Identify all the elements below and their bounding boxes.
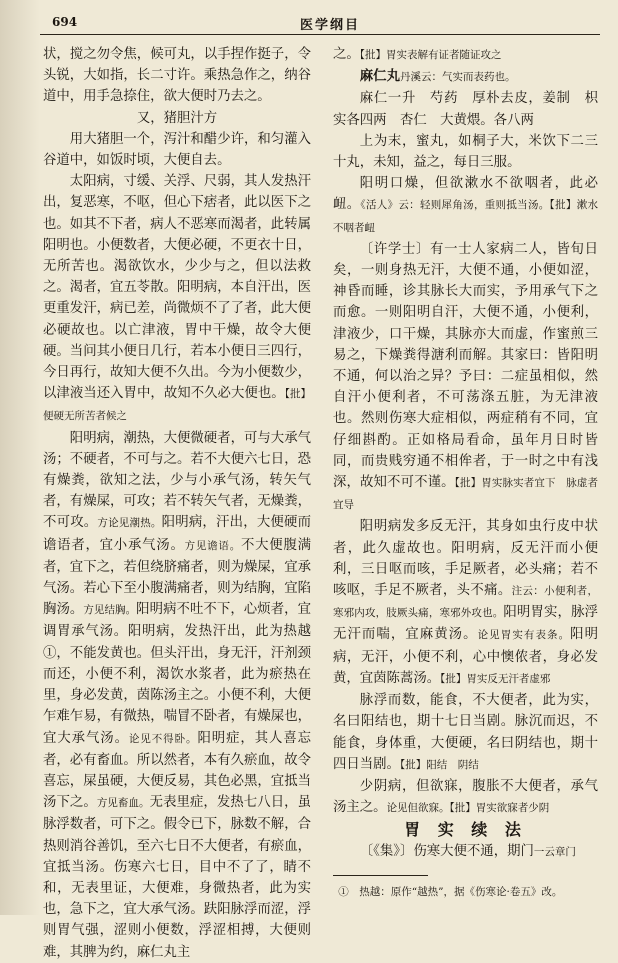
inline-note: 方见畜血。 <box>96 797 150 810</box>
paragraph <box>333 690 598 776</box>
margin-note: 【批】胃实表解有证者随证攻之 <box>359 49 502 61</box>
footnote-rule <box>333 875 428 876</box>
paragraph: 用大猪胆一个，泻汁和醋少许，和匀灌入谷道中，如饭时顷，大便自去。 <box>43 131 311 169</box>
paragraph-text: 无表里症，发热七八日，虽脉浮数者，可下之。假令已下，脉数不解，合热则消谷善饥，至六七日不大便者，有瘀血，宜抵当汤。伤寒六七日，目中不了了，睛不和，无表里证，大便难，身微热者，此为实也，急下之，宜大承气汤。趺阳脉浮而涩，浮则胃气强，涩则小便数，浮涩相搏，大便则难，其脾为约，麻仁丸主 <box>43 795 311 960</box>
paragraph-text: 阳明口燥，但欲漱水不欲咽者，此必衄。 <box>333 176 598 213</box>
paragraph-text: 阳明病，无汗，小便不利，心中懊侬者，身必发黄，宜茵陈蒿汤。 <box>333 627 599 686</box>
paragraph <box>333 776 598 819</box>
inline-note: 方见谵语。 <box>184 539 241 552</box>
inline-note: 注云：小便利者，寒邪内攻，肢厥头痛，寒邪外攻也。 <box>333 585 599 620</box>
paragraph <box>43 428 311 963</box>
paragraph-text: 少阴病，但欲寐，腹胀不大便者，承气汤主之。 <box>333 778 598 816</box>
paragraph-text: 〔《集》〕伤寒大便不通，期门 <box>359 843 534 859</box>
page-number: 694 <box>52 15 78 29</box>
paragraph-text: 阳明病，潮热，大便微硬者，可与大承气汤；不硬者，不可与之。若不大便六七日，恐有燥粪，欲知之法，少与小承气汤，转矢气者，有燥屎，可攻；若不转矢气者，无燥粪，不可攻。 <box>43 430 311 531</box>
left-column <box>43 44 311 963</box>
paragraph <box>333 239 598 517</box>
paragraph-text: 阳明病，汗出，大便硬而谵语者，宜小承气汤。 <box>43 515 312 553</box>
paragraph-text: 脉浮而数，能食，不大便者，此为实，名曰阳结也，期十七日当剧。脉沉而迟，不能食，身体重，大便硬，名曰阴结也，期十四日当剧。 <box>333 693 598 772</box>
footnote: ① 热越：原作“越热”，据《伤寒论·卷五》改。 <box>338 885 563 898</box>
margin-note: 【批】胃实反无汗者虚邪 <box>440 672 551 685</box>
section-title: 胃 实 续 法 <box>404 820 527 840</box>
formula-name: 麻仁丸 <box>359 68 400 85</box>
paragraph-text: 之。 <box>333 47 360 62</box>
paragraph <box>333 44 598 66</box>
paragraph-text: 阳明胃实，脉浮无汗而喘，宜麻黄汤。 <box>333 605 598 643</box>
paragraph <box>333 173 598 239</box>
running-title: 医学纲目 <box>300 18 361 33</box>
margin-note: 【批】阳结 阴结 <box>399 758 479 771</box>
margin-note: 【批】胃实脉实者宜下 脉虚者宜导 <box>333 477 599 512</box>
paragraph-text: 阳明症，其人喜忘者，必有畜血。所以然者，本有久瘀血，故令喜忘，屎虽硬，大便反易，其色必黑，宜抵当汤下之。 <box>43 730 312 811</box>
inline-note: 论见不得卧。 <box>128 732 198 745</box>
paragraph: 上为末，蜜丸，如桐子大，米饮下二三十丸，未知，益之，每日三服。 <box>333 133 598 171</box>
formula-paragraph <box>333 66 598 88</box>
margin-note: 【批】便硬无所苦者候之 <box>43 388 312 423</box>
inline-note: 一云章门 <box>533 845 576 858</box>
margin-note: 《活人》云：轻则犀角汤，重则抵当汤。【批】漱水不咽者衄 <box>333 199 599 234</box>
right-column <box>333 44 598 903</box>
subheading: 又，猪胆汁方 <box>136 110 218 126</box>
paragraph <box>333 516 598 690</box>
binding-shadow <box>0 0 40 915</box>
paragraph-text: 〔许学士〕有一士人家病二人，皆旬日矣，一则身热无汗，大便不通，小便如涩，神昏而睡，诊其脉长大而实，予用承气下之而愈。一则阳明自汗，大便不通，小便利，津液少，口干燥，其脉亦大而虚，作蜜煎三易之，下燥粪得溏利而解。其家曰：皆阳明不通，何以治之异？予曰：二症虽相似，然自汗小便利者，不可荡涤五脏，为无津液也。然则伤寒大症相似，两症稍有不同，宜仔细斟酌。正如格局看命，虽年月日时皆同，而贵贱穷通不相侔者，于一时之中有浅深，故知不可不谨。 <box>333 241 598 491</box>
paragraph-text: 不大便腹满者，宜下之，若但绕脐痛者，则为燥屎，宜承气汤。若心下至小腹满痛者，则为结胸，宜陷胸汤。 <box>43 537 312 618</box>
margin-note: 论见但欲寐。【批】胃实欲寐者少阴 <box>386 802 550 815</box>
inline-note: 方论见潮热。 <box>97 517 162 530</box>
formula-note: 丹溪云：气实而表药也。 <box>399 71 516 84</box>
formula-ingredients: 麻仁一升 芍药 厚朴去皮，姜制 枳实各四两 杏仁 大黄煨。各八两 <box>333 91 598 128</box>
inline-note: 方见结胸。 <box>83 604 137 617</box>
inline-note: 论见胃实有表条。 <box>477 629 571 642</box>
paragraph-text: 太阳病，寸缓、关浮、尺弱，其人发热汗出，复恶寒，不呕，但心下痞者，此以医下之也。如其不下者，病人不恶寒而渴者，此转属阳明也。小便数者，大便必硬，不更衣十日，无所苦也。渴欲饮水，少少与之，但以法救之。渴者，宜五苓散。阳明病，本自汗出，医更重发汗，病已差，尚微烦不了了者，此大便必硬故也。以亡津液，胃中干燥，故令大便硬。当问其小便日几行，若本小便日三四行，今日再行，故知大便不久出。今为小便数少，以津液当还入胃中，故知不久必大便也。 <box>43 174 311 402</box>
paragraph: 状，搅之勿令焦，候可丸，以手捏作挺子，令头锐，大如指，长二寸许。乘热急作之，纳谷道中，用手急捺住，欲大便时乃去之。 <box>43 47 311 105</box>
paragraph <box>43 171 311 427</box>
paragraph-text: 阳明病不吐不下，心烦者，宜调胃承气汤。阳明病，发热汗出，此为热越①，不能发黄也。但头汗出，身无汗，汗剂颈而还，小便不利，渴饮水浆者，此为瘀热在里，身必发黄，茵陈汤主之。小便不利，大便乍难乍易，有微热，喘冒不卧者，有燥屎也，宜大承气汤。 <box>43 602 311 746</box>
paragraph-text: 阳明病发多反无汗，其身如虫行皮中状者，此久虚故也。阳明病，反无汗而小便利，三日呕而咳，手足厥者，必头痛；若不咳呕，手足不厥者，头不痛。 <box>333 519 598 599</box>
paragraph <box>333 841 598 863</box>
page-header <box>40 8 600 35</box>
